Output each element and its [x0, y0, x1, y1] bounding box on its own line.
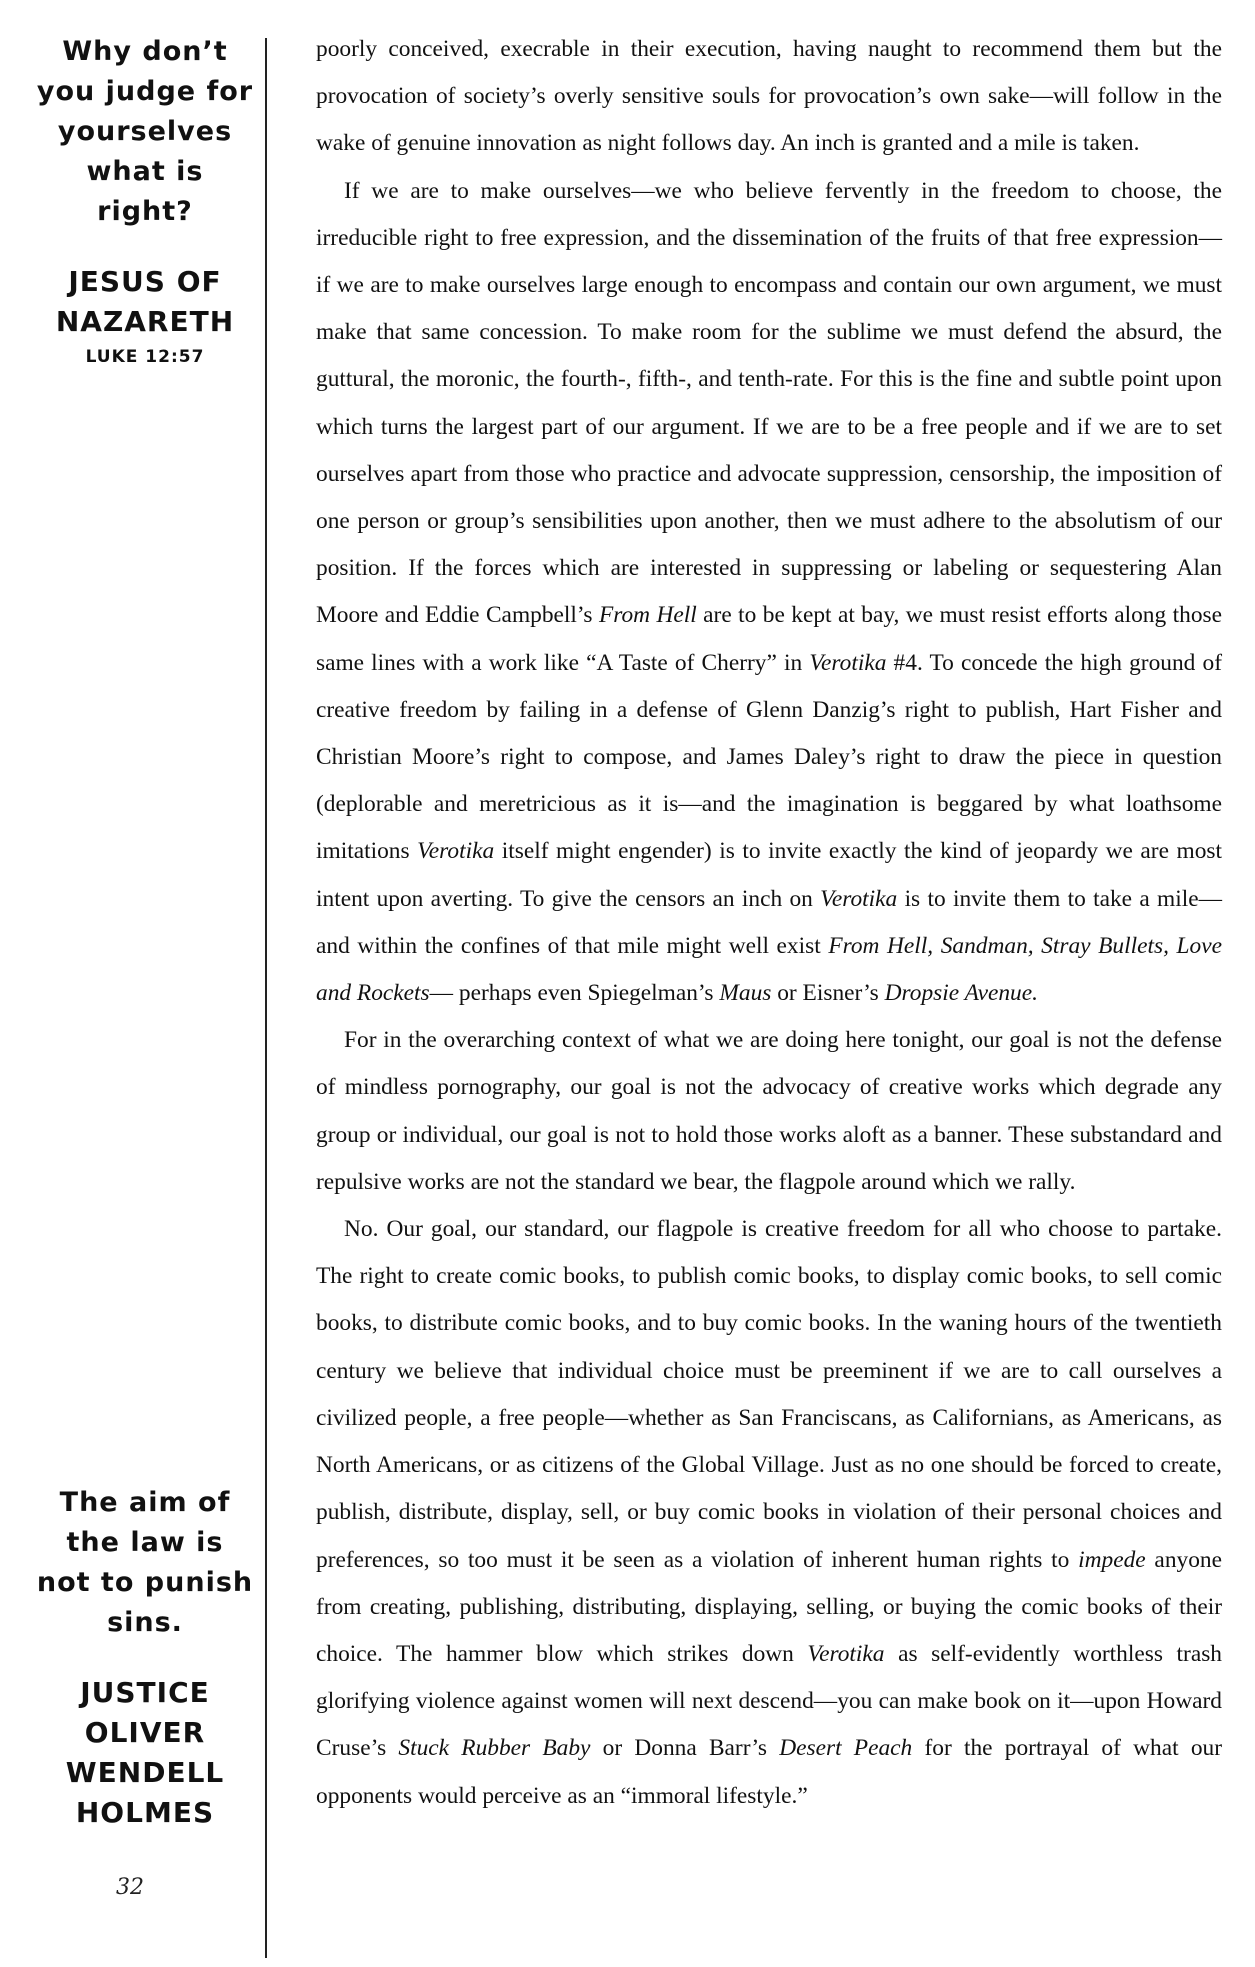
body-text — [316, 26, 1222, 1820]
quote-text: Why don’t you judge for yourselves what is right? — [36, 36, 254, 227]
italic-title: From Hell, Sandman, Stray Bullets, Love and Rockets — [316, 932, 1222, 1007]
italic-title: Stuck Rubber Baby — [398, 1735, 591, 1762]
body-paragraph — [316, 26, 1222, 168]
sidebar-quote-2 — [35, 1483, 255, 1833]
sidebar-quote-1 — [35, 32, 255, 370]
quote-author: JUSTICE OLIVER WENDELL HOLMES — [65, 1676, 225, 1829]
text-segment: — perhaps even Spiegelman’s — [429, 980, 720, 1007]
text-segment: as self-evidently worthless trash glorifying violence against women will next descend—you can make book on it—upon Howard Cruse’s — [316, 1640, 1222, 1762]
text-segment: No. Our goal, our standard, our flagpole is creative freedom for all who choose to partake. The right to create comic books, to publish comic books, to display comic books, to sell comic books, to distribute comic books, and to buy comic books. In the waning hours of the twentieth century we believe that individual choice must be preeminent if we are to call ourselves a civilized people, a free people—whether as San Franciscans, as Californians, as Americans, as North Americans, or as citizens of the Global Village. Just as no one should be forced to create, publish, distribute, display, sell, or buy comic books in violation of their personal choices and preferences, so too must it be seen as a violation of inherent human rights to — [316, 1216, 1222, 1573]
text-segment: or Donna Barr’s — [590, 1735, 780, 1762]
quote-reference: LUKE 12:57 — [85, 347, 205, 367]
italic-title: Verotika — [417, 838, 495, 865]
text-segment: are to be kept at bay, we must resist efforts along those same lines with a work like “A Taste of Cherry” in — [316, 602, 1222, 676]
italic-title: Maus — [719, 980, 772, 1007]
page-number: 32 — [116, 1875, 144, 1900]
italic-title: Verotika — [820, 885, 898, 912]
text-segment: #4. To concede the high ground of creative freedom by failing in a defense of Glenn Danzig’s right to publish, Hart Fisher and Christian Moore’s right to compose, and James Daley’s right to draw the piece in question (deplorable and meretricious as it is—and the imagination is beggared by what loathsome imitations — [316, 649, 1222, 865]
body-paragraph — [316, 1206, 1222, 1820]
column-divider — [265, 38, 267, 1958]
text-segment: or Eisner’s — [771, 980, 885, 1007]
text-segment: For in the overarching context of what we are doing here tonight, our goal is not the defense of mindless pornography, our goal is not the advocacy of creative works which degrade any group or individual, our goal is not to hold those works aloft as a banner. These substandard and repulsive works are not the standard we bear, the flagpole around which we rally. — [316, 1027, 1222, 1195]
text-segment: If we are to make ourselves—we who believe fervently in the freedom to choose, the irreducible right to free expression, and the dissemination of the fruits of that free expression—if we are to make ourselves large enough to encompass and contain our own argument, we must make that same concession. To make room for the sublime we must defend the absurd, the guttural, the moronic, the fourth-, fifth-, and tenth-rate. For this is the fine and subtle point upon which turns the largest part of our argument. If we are to be a free people and if we are to set ourselves apart from those who practice and advocate suppression, censorship, the imposition of one person or group’s sensibilities upon another, then we must adhere to the absolutism of our position. If the forces which are interested in suppressing or labeling or sequestering Alan Moore and Eddie Campbell’s — [316, 177, 1222, 629]
body-paragraph — [316, 168, 1222, 1018]
text-segment: anyone from creating, publishing, distributing, displaying, selling, or buying the comic books of their choice. The hammer blow which strikes down — [316, 1546, 1222, 1667]
quote-text: The aim of the law is not to punish sins. — [36, 1487, 254, 1638]
text-segment: poorly conceived, execrable in their execution, having naught to recommend them but the provocation of society’s overly sensitive souls for provocation’s own sake—will follow in the wake of genuine innovation as night follows day. An inch is granted and a mile is taken. — [316, 36, 1222, 157]
italic-title: Verotika — [809, 649, 887, 676]
quote-author: JESUS OF NAZARETH — [55, 265, 235, 338]
italic-title: From Hell — [598, 602, 697, 629]
italic-title: Verotika — [807, 1640, 885, 1667]
text-segment: itself might engender) is to invite exactly the kind of jeopardy we are most intent upon averting. To give the censors an inch on — [316, 838, 1222, 912]
italic-title: Dropsie Avenue. — [884, 980, 1038, 1007]
italic-title: impede — [1078, 1546, 1146, 1573]
text-segment: is to invite them to take a mile—and within the confines of that mile might well exist — [316, 885, 1222, 959]
body-paragraph — [316, 1017, 1222, 1206]
italic-title: Desert Peach — [779, 1735, 913, 1762]
text-segment: for the portrayal of what our opponents would perceive as an “immoral lifestyle.” — [316, 1735, 1222, 1809]
